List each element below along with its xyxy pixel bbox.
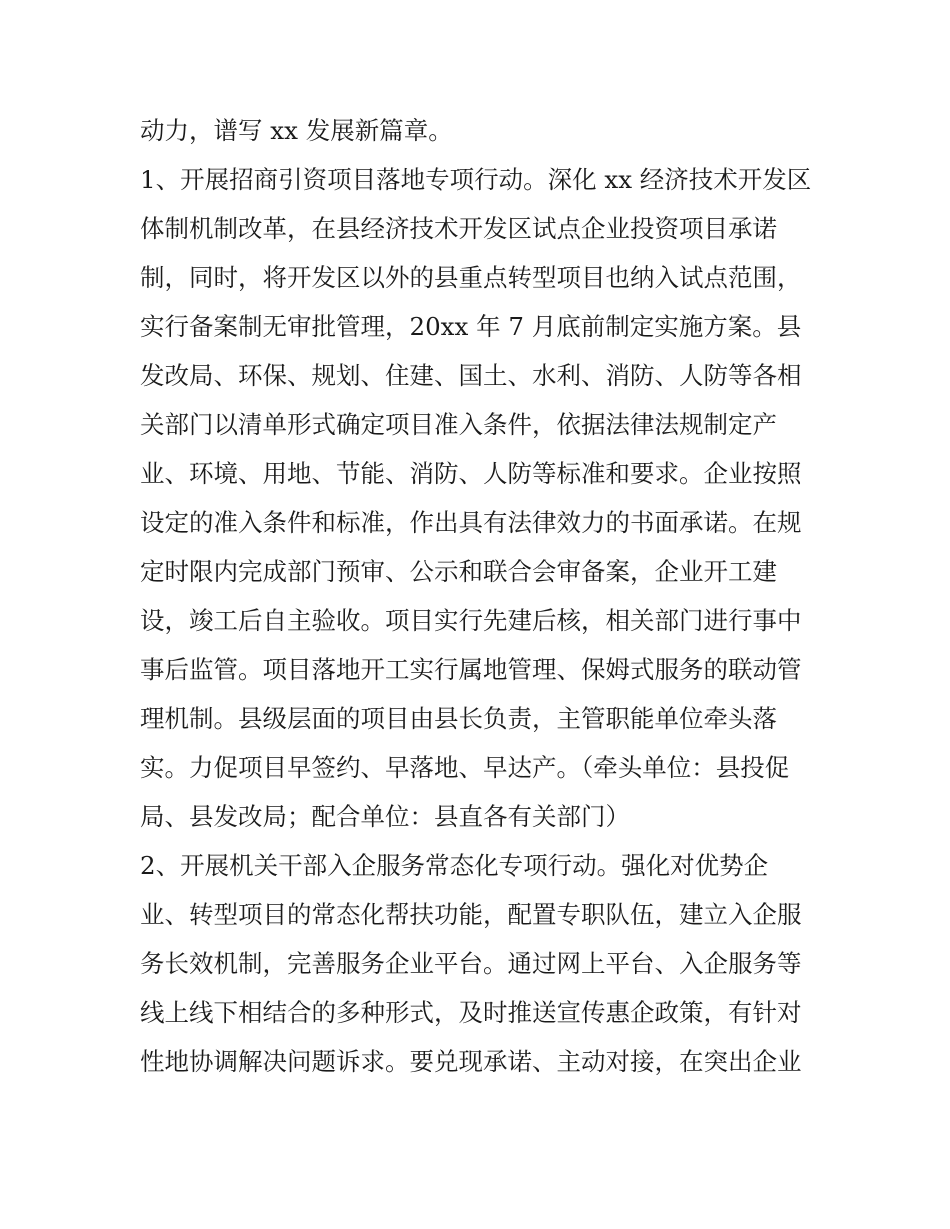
text-line: 实行备案制无审批管理，20xx 年 7 月底前制定实施方案。县 — [140, 312, 802, 341]
text-line: 设，竣工后自主验收。项目实行先建后核，相关部门进行事中 — [140, 606, 802, 635]
text-line: 2、开展机关干部入企服务常态化专项行动。强化对优势企 — [140, 851, 769, 880]
text-line: 事后监管。项目落地开工实行属地管理、保姆式服务的联动管 — [140, 655, 802, 684]
text-line: 务长效机制，完善服务企业平台。通过网上平台、入企服务等 — [140, 949, 802, 978]
text-line: 1、开展招商引资项目落地专项行动。深化 xx 经济技术开发区 — [140, 165, 812, 194]
text-line: 制，同时，将开发区以外的县重点转型项目也纳入试点范围， — [140, 263, 802, 292]
text-line: 线上线下相结合的多种形式，及时推送宣传惠企政策，有针对 — [140, 998, 802, 1027]
text-line: 动力，谱写 xx 发展新篇章。 — [140, 116, 453, 145]
text-line: 定时限内完成部门预审、公示和联合会审备案，企业开工建 — [140, 557, 777, 586]
text-line: 理机制。县级层面的项目由县长负责，主管职能单位牵头落 — [140, 704, 777, 733]
text-line: 发改局、环保、规划、住建、国土、水利、消防、人防等各相 — [140, 361, 802, 390]
text-line: 体制机制改革，在县经济技术开发区试点企业投资项目承诺 — [140, 214, 777, 243]
text-line: 业、转型项目的常态化帮扶功能，配置专职队伍，建立入企服 — [140, 900, 802, 929]
text-line: 局、县发改局；配合单位：县直各有关部门） — [140, 802, 630, 831]
text-line: 设定的准入条件和标准，作出具有法律效力的书面承诺。在规 — [140, 508, 802, 537]
text-line: 性地协调解决问题诉求。要兑现承诺、主动对接，在突出企业 — [140, 1047, 802, 1076]
text-line: 实。力促项目早签约、早落地、早达产。（牵头单位：县投促 — [140, 753, 790, 782]
body-text — [140, 106, 820, 1086]
text-line: 业、环境、用地、节能、消防、人防等标准和要求。企业按照 — [140, 459, 802, 488]
text-line: 关部门以清单形式确定项目准入条件，依据法律法规制定产 — [140, 410, 777, 439]
